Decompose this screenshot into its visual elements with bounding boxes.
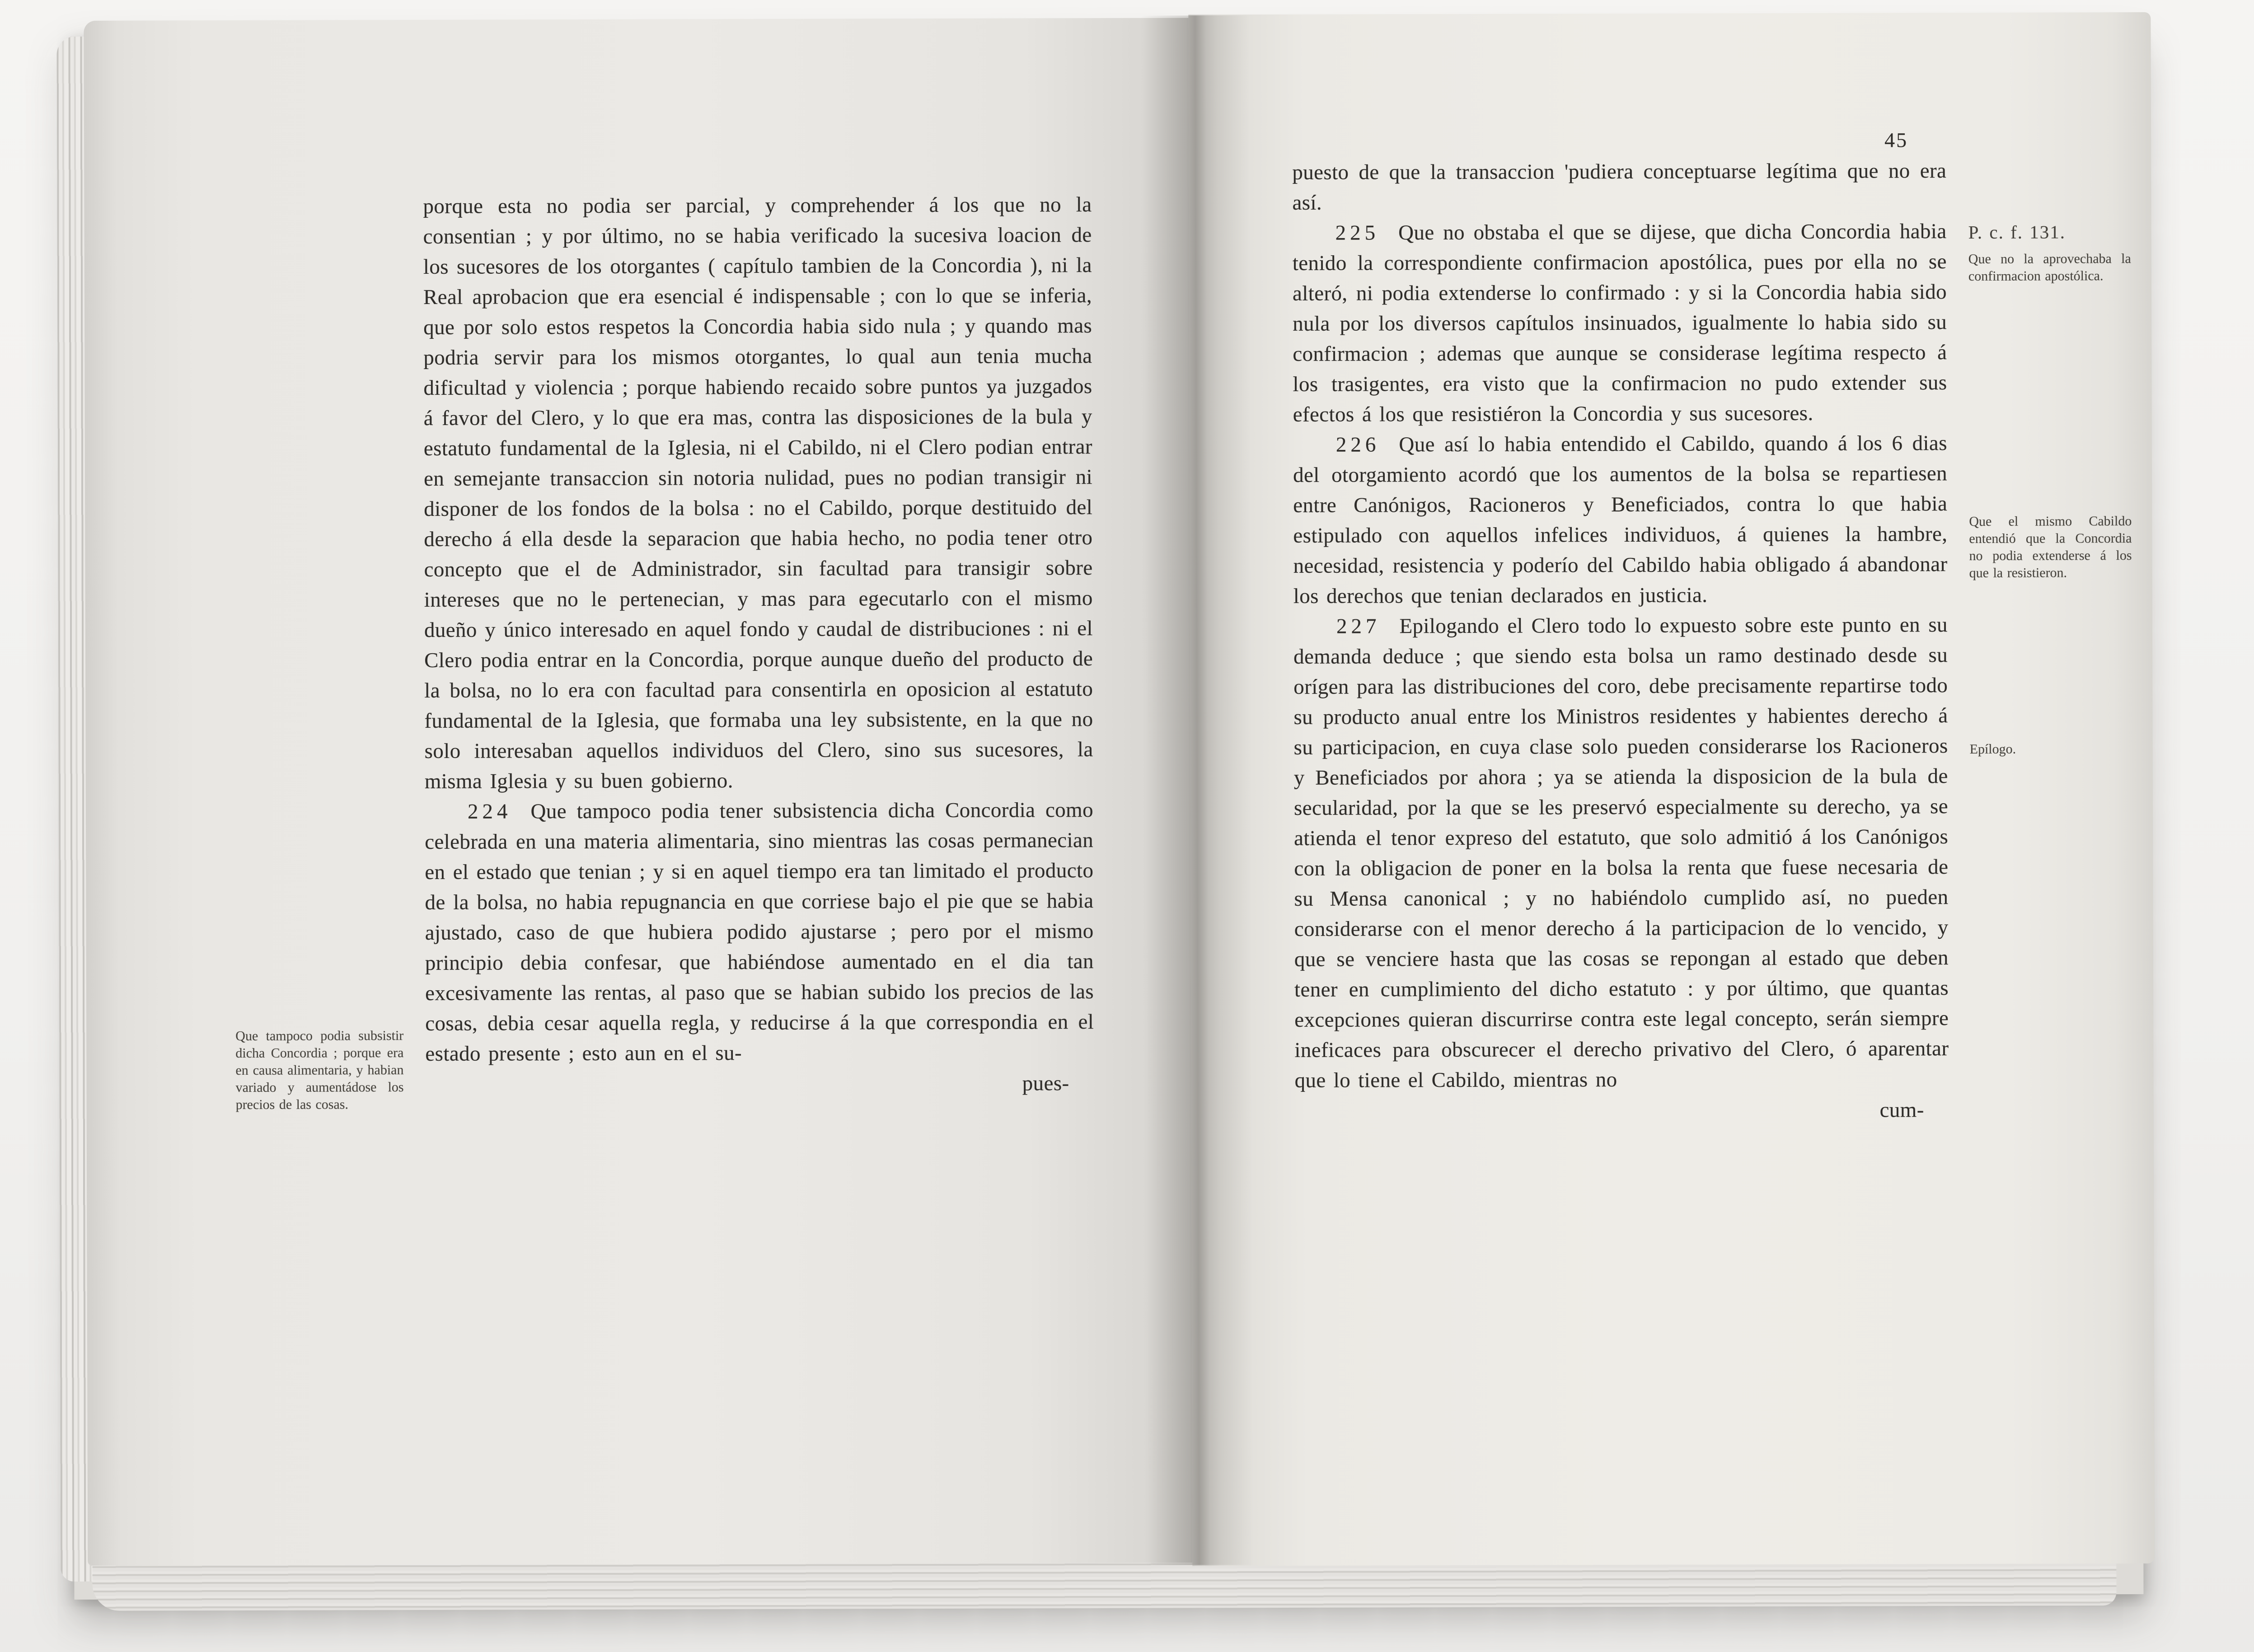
paragraph-224 (425, 795, 1094, 1069)
paragraph-text: Epilogando el Clero todo lo expuesto sobre este punto en su demanda deduce ; que siendo esta bolsa un ramo destinado desde su orígen para las distribuciones del coro, debe precisamente repartirse todo su producto anual entre los Ministros residentes y habientes derecho á su participacion, en cuya clase solo pueden considerarse los Racioneros y Beneficiados por ahora ; ya se atienda la disposicion de la bula de secularidad, por la que se les preservó especialmente su derecho, ya se atienda el tenor expreso del estatuto, que solo admitió á los Canónigos con la obligacion de poner en la bolsa la renta que fuese necesaria de su Mensa canonical ; y no habiéndolo cumplido así, no pueden considerarse con el menor derecho á la participacion de lo vencido, y que se venciere hasta que las cosas se repongan al estado que deben tener en cumplimiento del dicho estatuto : y por último, que quantas excepciones quieran discurrirse contra este legal concepto, serán siempre ineficaces para obscurecer el derecho privativo del Clero, ó aparentar que lo tiene el Cabildo, mientras no (1293, 613, 1949, 1092)
left-margin-note: Que tampoco podia subsistir dicha Concordia ; porque era en causa alimentaria, y habian variado y aumentádose los precios de las cosas. (235, 1028, 404, 1113)
paragraph-226 (1293, 428, 1948, 612)
right-page (1188, 12, 2155, 1566)
paragraph-number: 227 (1336, 614, 1381, 638)
paragraph-text: Que tampoco podia tener subsistencia dicha Concordia como celebrada en una materia alimentaria, sino mientras las cosas permanecian en el estado que tenian ; y si en aquel tiempo era tan limitado el producto de la bolsa, no habia repugnancia en que corriese bajo el pie que se habia ajustado, caso de que hubiera podido ajustarse ; pero por el mismo principio debia confesar, que habiéndose aumentado en el dia tan excesivamente las rentas, al paso que se habian subido los precios de las cosas, debia cesar aquella regla, y reducirse á la que correspondia en el estado presente ; esto aun en el su- (425, 798, 1094, 1066)
paragraph-continuation (423, 190, 1093, 797)
paragraph-text: porque esta no podia ser parcial, y comprehender á los que no la consentian ; y por último, no se habia verificado la sucesiva loacion de los sucesores de los otorgantes ( capítulo tambien de la Concordia ), ni la Real aprobacion que era esencial é indispensable ; con lo que se inferia, que por solo estos respetos la Concordia habia sido nula ; y quando mas podria servir para los mismos otorgantes, lo qual aun tenia mucha dificultad y violencia ; porque habiendo recaido sobre puntos ya juzgados á favor del Clero, y lo que era mas, contra las disposiciones de la bula y estatuto fundamental de la Iglesia, ni el Cabildo, ni el Clero podian entrar en semejante transaccion sin notoria nulidad, pues no podian transigir ni disponer de los fondos de la bolsa : no el Cabildo, porque destituido del derecho á ella desde la separacion que habia hecho, no podia tener otro concepto que el de Administrador, sin facultad para transigir sobre intereses que no le pertenecian, y mas para egecutarlo con el mismo dueño y único interesado en aquel fondo y caudal de distribuciones : ni el Clero podia entrar en la Concordia, porque aunque dueño del producto de la bolsa, no lo era con facultad para consentirla en oposicion al estatuto fundamental de la Iglesia, que formaba una ley subsistente, en la que no solo interesaban aquellos individuos del Clero, sino sus sucesores, la misma Iglesia y su buen gobierno. (423, 193, 1093, 793)
right-margin-note-227: Epílogo. (1969, 741, 2016, 757)
paragraph-text: Que no obstaba el que se dijese, que dicha Concordia habia tenido la correspondiente confirmacion apostólica, pues por ella no se alteró, ni podia extenderse lo confirmado : y si la Concordia habia sido nula por los diversos capítulos insinuados, igualmente lo habia sido su confirmacion ; ademas que aunque se considerase legítima respecto á los trasigentes, era visto que la confirmacion no pudo extender sus efectos á los que resistiéron la Concordia y sus sucesores. (1292, 220, 1947, 426)
margin-reference: P. c. f. 131. (1968, 221, 2066, 243)
paragraph-227 (1293, 610, 1949, 1096)
catchword-right: cum- (1879, 1098, 1924, 1122)
right-margin-note-226: Que el mismo Cabildo entendió que la Concordia no podia extenderse á los que la resistieron. (1969, 514, 2132, 581)
book-spread (56, 4, 2157, 1627)
page-number: 45 (1884, 128, 1908, 152)
left-page (84, 18, 1192, 1566)
catchword-left: pues- (1022, 1072, 1069, 1095)
paragraph-text: puesto de que la transaccion 'pudiera conceptuarse legítima que no era así. (1292, 159, 1947, 215)
left-page-text-column (423, 190, 1094, 1100)
paragraph-number: 224 (467, 800, 512, 824)
page-stack-edges-bottom (92, 1558, 2116, 1611)
right-page-text-column (1292, 156, 1949, 1127)
paragraph-text: Que así lo habia entendido el Cabildo, quando á los 6 dias del otorgamiento acordó que los aumentos de la bolsa se repartiesen entre Canónigos, Racioneros y Beneficiados, contra lo que habia estipulado con aquellos infelices individuos, á quienes la hambre, necesidad, resistencia y poderío del Cabildo habia obligado á abandonar los derechos que tenian declarados en justicia. (1293, 431, 1948, 608)
paragraph-number: 226 (1336, 433, 1380, 457)
right-margin-note-225: Que no la aprovechaba la confirmacion apostólica. (1968, 251, 2131, 284)
paragraph-225 (1293, 216, 1947, 430)
paragraph-continuation (1292, 156, 1946, 218)
paragraph-number: 225 (1335, 221, 1380, 245)
